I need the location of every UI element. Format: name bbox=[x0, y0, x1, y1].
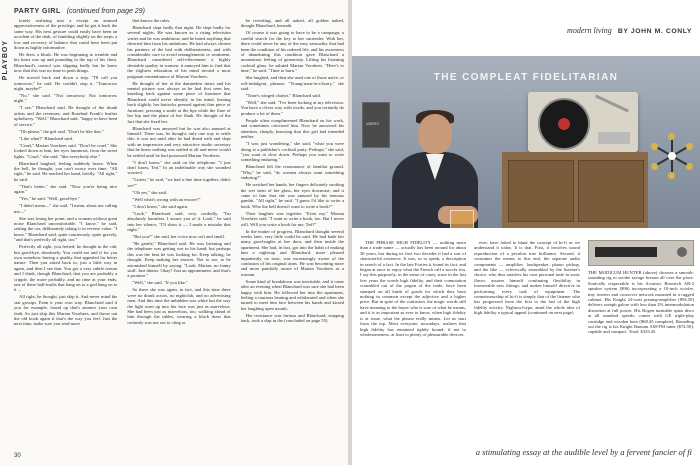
story-paragraph: "I didn't mean—" she said. "I mean, about not calling me—" bbox=[14, 203, 118, 214]
turntable-image bbox=[528, 92, 638, 152]
story-column-1 bbox=[14, 18, 117, 450]
story-paragraph: "But you?" she said, her voice now soft and small. bbox=[132, 233, 226, 239]
speaker-brand-label: VAREC bbox=[366, 121, 380, 126]
story-paragraph: "Oh yes," she said. bbox=[132, 189, 168, 195]
story-title: PARTY GIRL bbox=[14, 8, 61, 15]
left-page bbox=[0, 0, 348, 465]
story-paragraph: that knows the rules. bbox=[132, 18, 171, 23]
running-head bbox=[14, 8, 145, 15]
page-number: 30 bbox=[14, 453, 21, 459]
story-paragraph: Some kind of breakdown was inevitable, and it came after an evening when Blanchard was sure she had been happy with him. He followed her into the apartment, feeling a cautious beating and exhilarated and when she turned to meet him face between his hands and kissed her laughing open mouth. bbox=[240, 278, 344, 311]
story-paragraph: "No," she said. "Not tomorrow. Not tomorrow night." bbox=[14, 93, 118, 104]
hifi-photograph bbox=[352, 56, 700, 228]
story-paragraph: "I was just wondering," she said, "what you were doing at a publisher's cocktail party. Perhaps," she said, "you want to slow down. Perhaps you want to write something enduring." bbox=[240, 141, 344, 163]
story-paragraph: He drew a blush. He was beginning to tremble and his heart was up and pounding in the top of his chest. Blanchard's control was slipping badly but he knew now that this was no time to push things. bbox=[14, 52, 118, 74]
story-paragraph: "Yes," he said. "Well, good-bye." bbox=[19, 196, 81, 202]
story-paragraph: "Well," she said, "I've been looking at my television. You have a clever way with words, and you certainly do produce a lot of them." bbox=[240, 100, 344, 116]
section-kicker: modern living bbox=[567, 26, 612, 35]
article-column-1: THE PHRASE HIGH FIDELITY — nothing more than a trade name — actually has been around for about 30 years, but during its first two decades it had a sort of characterful existence. It was, so to speak, a description in search of a fact. In the late Forties it found its fact, and began at once to enjoy what the French call a succès fou. I say this purposely, in the sense of crazy, since in the last few years the words high fidelity, and their connotation scrambled out of the jargon of the trade, have been stamped on all kinds of goods for which they have nothing in common except the adjective and a higher price. But in spite of the confusion, the magic words still have meaning to the buyer who is sure of what he means, and it is as important as ever to know, when high fidelity is at issue, what the phrase really means. Let us start from the top. Most everyone, nowadays, realizes that high fidelity has remained tightly bound; if not to wholesomeness, at least to plenty of pleasurable devices. bbox=[360, 240, 466, 337]
story-paragraph: "Like what?" Blanchard said. bbox=[19, 135, 74, 141]
article-header bbox=[567, 26, 692, 35]
story-paragraph: Blanchard slept badly that night. He slept badly for several nights. He was known as a rising television writer and he was ambitious; and he hated anything that diverted him from his ambitions. He had always chosen his partners of the bed with deliberateness, and with considerable care to avoid entanglements or sentiment. Blanchard considered self-effacement a highly desirable quality in women: it annoyed him to find that the slightest relaxation of his mind invited a most poignant remembrance of Marian Voorhees. bbox=[127, 25, 231, 79]
story-paragraph: Blanchard felt the reassurance of familiar ground. "Why," he said, "do women always want something enduring?" bbox=[240, 164, 344, 181]
article-column-2: ever, have failed to blunt the concept of hi-fi as we understand it today. It is that. First, it involves sound reproduction of a peculiar true brilliance. Second, it consumes the means to this end, the separate audio components — amplifier, loudspeaker, phono pickup, and the like — eclectically assembled by the listener's choice, who thus satisfies his own personal taste in sonic flavor, assures himself continuing flexibility in foreseeable new fittings, and makes himself directive in performing every task of equipment. The connoisseurship of hi-fi is simply that of the listener who has progressed from the first to the last of the high fidelity activity. Nightowl-type, amid the whole idea of high fidelity a typical appeal (continued on next page) bbox=[474, 240, 580, 316]
story-paragraph: "That's better," she said. "Now you're being nice again." bbox=[14, 183, 118, 195]
byline: BY JOHN M. CONLY bbox=[617, 28, 692, 35]
story-paragraph: He watched her hands, her fingers delicately stroking the wet stem of her glass, her eyes downcast; and it came to him that she was amused by his tenuous gambit. "All right," he said. "I guess I'd like to write a book. Who the hell doesn't want to write a book?" bbox=[240, 182, 344, 209]
story-paragraph: Their laughter was together. "Even my," Marian Voorhees said, "I want to write a book, too. But I never will. Will you write a book for me, Ted?" bbox=[240, 210, 344, 227]
story-paragraph: He thought of her at the damnedest times and his mental picture was always as he had first seen her, kneeling back against some piece of furniture that Blanchard could never identify in his mind, leaning back slightly, her buttocks pressed against thin piece of furniture, pressing a smile at the lips while the flare of her hip and the plane of her flank. He thought of the fact that she fixed her. bbox=[127, 80, 231, 124]
story-paragraph: In the matter of progress, Blanchard thought several weeks later, very little could be said. He had bade her many good-nights at her door, and then inside the apartment. She had, in fact, got into the habit of making him a nightcap and Blanchard, more pleased impatiently on trust, was increasingly aware of the confusion of his original aims. He was becoming more and more painfully aware of Marian Voorhees as a woman. bbox=[240, 228, 344, 277]
story-columns bbox=[14, 18, 344, 450]
story-paragraph: So there she was again, in fact, and this time there were no drunk actors, no nightclub, and no advertising men. And this time the unbidden was white but the way the light went up into her face was just as marvelous. She had been just as marvelous, too, walking ahead of him through the tables, wearing a black dress that certainly was not out to cling or bbox=[127, 287, 231, 325]
story-paragraph: Her resistance was furious and Blanchard, stepping back, took a slap in the (concluded on page 55) bbox=[240, 312, 344, 324]
story-paragraph: "Be gentle," Blanchard said. He was listening and the telephone was getting wet in his hand; but perhaps this was the heat he was looking for. Keep talking, he thought. Keep making her answer. Not to see, to be astonished himself by saying: "Look, Marian, no funny stuff. Just dinner. Okay? Just an appointment, and that's a promise." bbox=[127, 240, 231, 279]
story-paragraph: "Look," Blanchard said, very cordially, "I'm absolutely harmless. I assure you of it. Look," he said into her silence, "I'll show it — I made a mistake that night." bbox=[127, 210, 231, 232]
story-paragraph: She laughed, and then she used one of those naïve, or self-indulgent, phrases: "Young-man-in-a-hurry," she said. bbox=[240, 75, 344, 92]
story-paragraph: "Time's winged chariot," Blanchard said. bbox=[245, 93, 321, 99]
man-with-drink-figure bbox=[392, 114, 478, 228]
story-paragraph: She was losing her point; and a woman without great noise Blanchard uncomfortable. "I know," he said, setting the car, deliberately taking it in reverse value. "I know." Blanchard said, quite courteously, quite gravely, "and that's perfectly all right, too." bbox=[14, 215, 118, 243]
right-page bbox=[352, 0, 700, 465]
story-paragraph: "I don't know," she said again. bbox=[132, 203, 189, 209]
continued-note: (continued from page 29) bbox=[66, 8, 145, 15]
story-paragraph: Blanchard laughed, feeling suddenly brave. When the bell, he thought, you can't worry over time. "All right," he said. He reached her hand, briefly. "All right," he said. bbox=[14, 160, 118, 182]
story-paragraph: "Well what's wrong with an encore?" bbox=[132, 196, 201, 202]
story-paragraph: Perfectly all right, you fretted; he thought in the cab; but good-bye, absolutely. You could not and if for you own somehow having a quality that appealed far better nature. Then you asked back in, just a little way in again, and then I see that. You got a very subtle reason and I think, though Blanchard, that you are probably a cripple, the more probably, and no time at your ends; one of these half-truths that hang on to a god hang on to it ... bbox=[14, 244, 118, 293]
cabinet-image bbox=[502, 152, 648, 228]
speaker-box-image bbox=[362, 102, 390, 148]
story-paragraph: lonely realizing into a except an amused appreciativeness of the privilege; and he got it back the same way. His next gesture could easily have been an accident of the dark, of fumbling slightly on the steps; a low and recovery of balance that could have been put down as highly informative. bbox=[14, 18, 118, 51]
starburst-clock-image bbox=[652, 136, 692, 176]
story-paragraph: All right, he thought, just skip it. And never mind the star gossips. Paint it your own way. Blanchard said if you for example, found up that's smarter your own fault. So just skip this Marian Voorhees, and throw out the old book again if that's the way you feel. Just the next time, make sure you read more bbox=[14, 294, 118, 327]
story-paragraph: "Well," she said. "If you like." bbox=[132, 280, 188, 286]
receiver-image bbox=[588, 240, 694, 266]
magazine-vertical-label: PLAYBOY bbox=[2, 40, 9, 81]
cocktail-glass-image bbox=[450, 210, 474, 228]
story-paragraph: "Cruel," Marian Voorhees said. "Don't be cruel." She looked down at him, her eyes luminous, from the street lights. "Cruel," she said, "like everybody else." bbox=[14, 142, 118, 159]
story-column-3 bbox=[241, 18, 344, 450]
story-paragraph: "I don't know," she said on the telephone. "I just don't know, Ted." In an indefinable way she sounded worried. bbox=[127, 159, 231, 176]
story-paragraph: Blanchard was annoyed but he was also amused at himself. There was, he thought, only one way to settle this: it was not until after he had dined with and slept with an impressive and very attractive studio secretary that he knew nothing was settled at all and never would be settled until he had possessed Marian Voorhees. bbox=[127, 125, 231, 158]
modicum-sidebar bbox=[588, 240, 694, 436]
story-column-2 bbox=[127, 18, 230, 450]
story-paragraph: People often complimented Blanchard on his work, and sometimes criticized him. Now he answered his attention, sharply, knowing that this girl had intended neither. bbox=[240, 117, 344, 140]
article-columns bbox=[360, 240, 694, 436]
story-paragraph: "Listen," he said, "we had a fine time together, didn't we?" bbox=[127, 177, 231, 188]
article-deck: a stimulating essay at the audible level by a fervent fancier of fi bbox=[475, 447, 692, 457]
story-paragraph: He moved back and down a step. "I'll call you tomorrow," he said. He couldn't stop it. "Tomorrow night, maybe?" bbox=[14, 75, 118, 92]
story-paragraph: Of course it was going to have to be a campaign, a careful search for the key to her surrender. With her, there could never be any of the easy sensuality that had been the condition of his ordered life, and his awareness of abandoning this condition gave Blanchard a momentary feeling of generosity. Lifting his listening cocktail glass, he saluted Marian Voorhees. "Here's to time," he said. "Time to burn." bbox=[240, 30, 344, 74]
story-paragraph: be revealing; and all naked, all golden naked, thought Blanchard, beneath. bbox=[240, 18, 344, 29]
story-paragraph: "I see," Blanchard said. He thought of the drunk artists and the revenues, and Rosebud Frank's leather upholstery. "Well," Blanchard said, "happy to have been of service." bbox=[14, 105, 118, 127]
article-title: THE COMPLEAT FIDELITARIAN bbox=[433, 72, 619, 83]
modicum-caption: THE MODICUM HUNTER (above) chooses a smooth-sounding rig to soothe savage breasts all over the place. Sonically respectable is his Acoustic Research AR-2 speaker system ($96) incorporating a 10-inch woofer, tiny tweeter and crossover network mounted in a rugged cabinet. His Knight 24-watt preamp-amplifier ($94.50) delivers oomph galore with less than 2% intermodulation distortion at full power. His Bogen turntable spins discs at all standard speeds, comes with GE triple-play cartridge and wooden base ($68.45 complete). Rounding out the rig is his Knight Bantam AM-FM tuner ($74.50), capable and compact. Total: $333.45. bbox=[588, 270, 694, 335]
story-paragraph: "Oh please," the girl said. "Don't be like that." bbox=[19, 128, 104, 134]
